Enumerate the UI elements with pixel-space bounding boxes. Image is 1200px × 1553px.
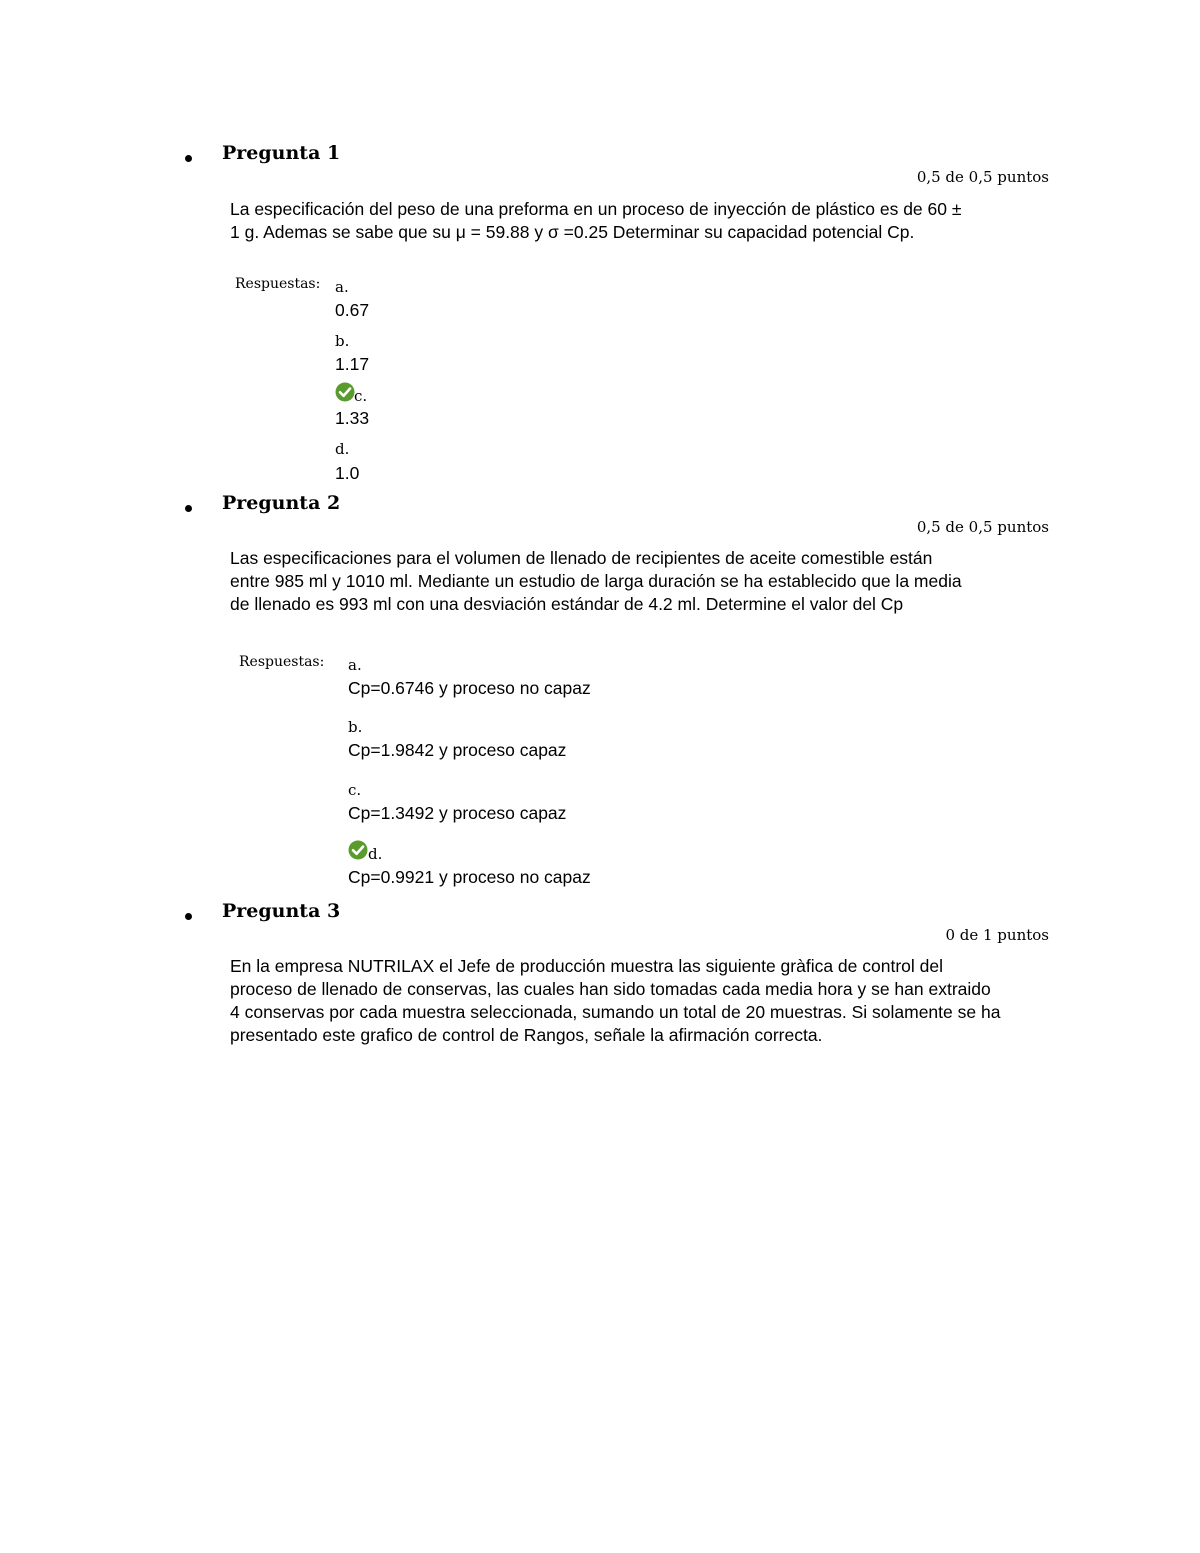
option-value[interactable]: Cp=1.3492 y proceso capaz (348, 803, 567, 823)
option-letter: a. (348, 656, 362, 674)
option-letter: c. (348, 781, 362, 799)
check-circle-icon (335, 382, 355, 402)
question-3-text-line: presentado este grafico de control de Rangos, señale la afirmación correcta. (230, 1025, 823, 1045)
option-value[interactable]: Cp=1.9842 y proceso capaz (348, 740, 567, 760)
option-letter: a. (335, 278, 349, 296)
bullet-icon (185, 155, 192, 162)
question-3-text (230, 955, 1000, 1047)
question-2-text (230, 547, 962, 616)
option-value[interactable]: 1.17 (335, 354, 370, 374)
question-1-title: Pregunta 1 (222, 142, 341, 164)
check-circle-icon (348, 840, 368, 860)
question-3-title: Pregunta 3 (222, 900, 341, 922)
bullet-icon (185, 505, 192, 512)
responses-label: Respuestas: (239, 654, 325, 670)
question-2-text-line: Las especificaciones para el volumen de llenado de recipientes de aceite comestible están (230, 548, 933, 568)
question-2-text-line: de llenado es 993 ml con una desviación estándar de 4.2 ml. Determine el valor del Cp (230, 594, 904, 614)
question-1-text (230, 198, 961, 244)
option-value[interactable]: 1.0 (335, 463, 360, 483)
question-2-text-line: entre 985 ml y 1010 ml. Mediante un estudio de larga duración se ha establecido que la media (230, 571, 962, 591)
question-1-text-line: 1 g. Ademas se sabe que su μ = 59.88 y σ =0.25 Determinar su capacidad potencial Cp. (230, 222, 915, 242)
question-2-points: 0,5 de 0,5 puntos (916, 518, 1049, 536)
question-2-title: Pregunta 2 (222, 492, 341, 514)
option-value[interactable]: Cp=0.6746 y proceso no capaz (348, 678, 591, 698)
option-letter: d. (335, 440, 350, 458)
option-letter: b. (335, 332, 350, 350)
option-letter: b. (348, 718, 363, 736)
question-3-text-line: proceso de llenado de conservas, las cuales han sido tomadas cada media hora y se han extraido (230, 979, 991, 999)
option-value[interactable]: 0.67 (335, 300, 370, 320)
option-letter: d. (368, 845, 383, 863)
question-3-text-line: 4 conservas por cada muestra seleccionada, sumando un total de 20 muestras. Si solamente se ha (230, 1002, 1001, 1022)
responses-label: Respuestas: (235, 276, 321, 292)
option-value[interactable]: 1.33 (335, 408, 370, 428)
option-value[interactable]: Cp=0.9921 y proceso no capaz (348, 867, 591, 887)
question-3-text-line: En la empresa NUTRILAX el Jefe de producción muestra las siguiente gràfica de control del (230, 956, 944, 976)
question-1-points: 0,5 de 0,5 puntos (916, 168, 1049, 186)
question-1-text-line: La especificación del peso de una preforma en un proceso de inyección de plástico es de 60 ± (230, 199, 962, 219)
option-letter: c. (354, 387, 368, 405)
bullet-icon (185, 913, 192, 920)
question-3-points: 0 de 1 puntos (945, 926, 1049, 944)
